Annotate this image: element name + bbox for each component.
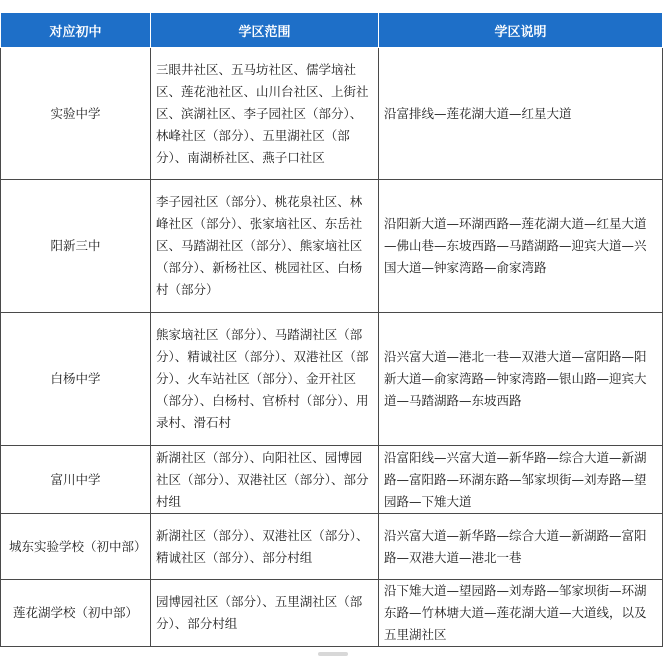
- header-zone: 学区范围: [151, 13, 379, 48]
- note-cell: 沿下雉大道—望园路—刘寿路—邹家坝街—环湖东路—竹林塘大道—莲花湖大道—大道线，以及五里湖社区: [379, 580, 663, 647]
- zone-cell: 三眼井社区、五马坊社区、儒学垴社区、莲花池社区、山川台社区、上街社区、滨湖社区、李子园社区（部分）、林峰社区（部分）、五里湖社区（部分）、南湖桥社区、燕子口社区: [151, 48, 379, 180]
- school-district-table: [0, 12, 663, 647]
- school-cell: 城东实验学校（初中部）: [1, 514, 151, 580]
- zone-cell: 园博园社区（部分）、五里湖社区（部分）、部分村组: [151, 580, 379, 647]
- table-row: [1, 180, 663, 313]
- note-cell: 沿富排线—莲花湖大道—红星大道: [379, 48, 663, 180]
- zone-cell: 熊家垴社区（部分）、马踏湖社区（部分）、精诚社区（部分）、双港社区（部分）、火车站社区（部分）、金开社区（部分）、白杨村、官桥村（部分）、用录村、滑石村: [151, 313, 379, 446]
- table-row: [1, 446, 663, 514]
- note-cell: 沿兴富大道—港北一巷—双港大道—富阳路—阳新大道—俞家湾路—钟家湾路—银山路—迎宾大道—马踏湖路—东坡西路: [379, 313, 663, 446]
- school-cell: 白杨中学: [1, 313, 151, 446]
- school-cell: 莲花湖学校（初中部）: [1, 580, 151, 647]
- zone-cell: 新湖社区（部分）、向阳社区、园博园社区（部分）、双港社区（部分）、部分村组: [151, 446, 379, 514]
- header-note: 学区说明: [379, 13, 663, 48]
- table-row: [1, 313, 663, 446]
- school-cell: 富川中学: [1, 446, 151, 514]
- zone-cell: 李子园社区（部分）、桃花泉社区、林峰社区（部分）、张家垴社区、东岳社区、马踏湖社区（部分）、熊家垴社区（部分）、新杨社区、桃园社区、白杨村（部分）: [151, 180, 379, 313]
- school-cell: 实验中学: [1, 48, 151, 180]
- zone-cell: 新湖社区（部分）、双港社区（部分）、精诚社区（部分）、部分村组: [151, 514, 379, 580]
- table-row: [1, 580, 663, 647]
- note-cell: 沿兴富大道—新华路—综合大道—新湖路—富阳路—双港大道—港北一巷: [379, 514, 663, 580]
- note-cell: 沿富阳线—兴富大道—新华路—综合大道—新湖路—富阳路—环湖东路—邹家坝街—刘寿路—望园路—下雉大道: [379, 446, 663, 514]
- scroll-handle[interactable]: [318, 652, 348, 656]
- table-row: [1, 48, 663, 180]
- table-header-row: [1, 13, 663, 48]
- table-row: [1, 514, 663, 580]
- school-cell: 阳新三中: [1, 180, 151, 313]
- note-cell: 沿阳新大道—环湖西路—莲花湖大道—红星大道—佛山巷—东坡西路—马踏湖路—迎宾大道—兴国大道—钟家湾路—俞家湾路: [379, 180, 663, 313]
- header-school: 对应初中: [1, 13, 151, 48]
